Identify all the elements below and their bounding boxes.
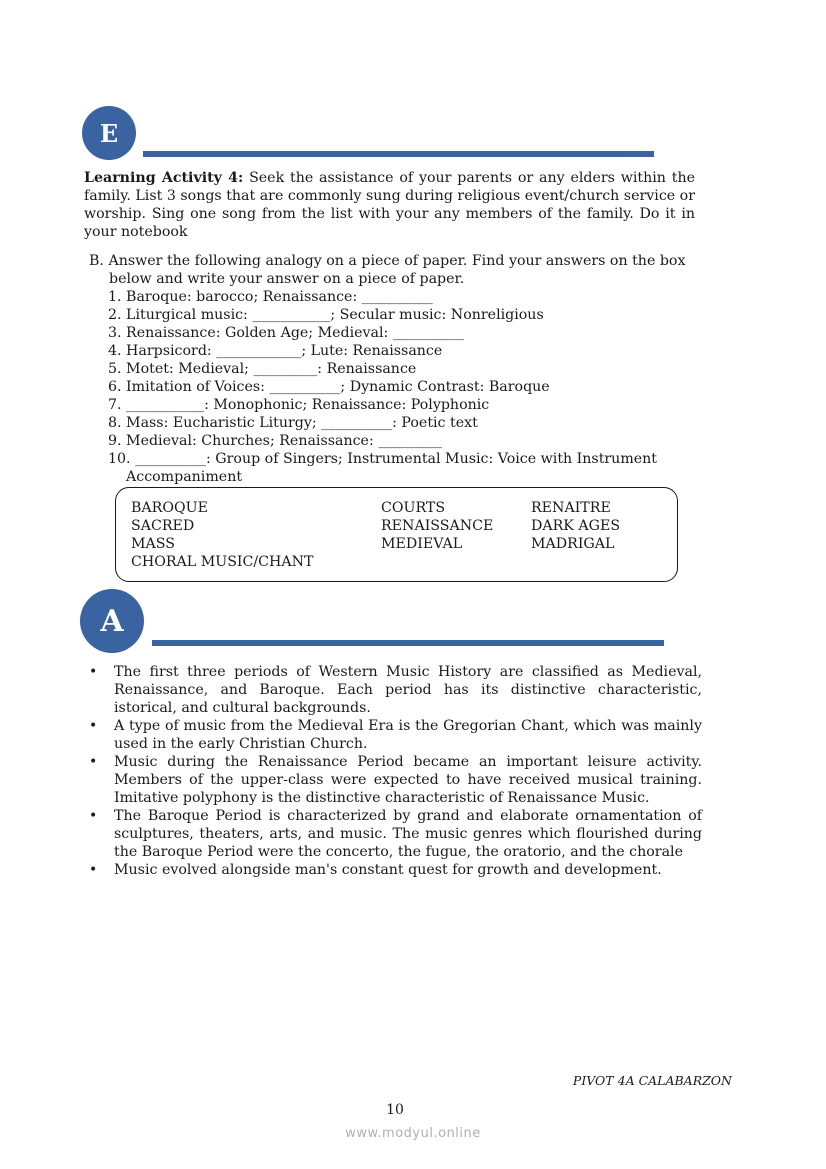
page-number: 10: [386, 1102, 404, 1118]
analogy-item: 9. Medieval: Churches; Renaissance: _________: [108, 433, 443, 449]
summary-bullet-text: The first three periods of Western Music History are classified as Medieval, Renaissance, and Baroque. Each period has its distinctive characteristic, istorical, and cultural backgrounds.: [114, 664, 702, 716]
answer-choice: MADRIGAL: [531, 536, 615, 552]
summary-bullet-text: The Baroque Period is characterized by grand and elaborate ornamentation of sculptures, theaters, arts, and music. The music genres which flourished during the Baroque Period were the concerto, the fugue, the oratorio, and the chorale: [114, 808, 702, 860]
analogy-item: 5. Motet: Medieval; _________: Renaissance: [108, 361, 417, 377]
analogy-item: 8. Mass: Eucharistic Liturgy; __________: Poetic text: [108, 415, 478, 431]
bullet-icon: •: [89, 808, 98, 824]
summary-bullet-text: Music evolved alongside man's constant quest for growth and development.: [114, 862, 662, 878]
section-a-rule: [152, 640, 664, 646]
watermark: www.modyul.online: [345, 1126, 481, 1141]
answer-choice: RENAISSANCE: [381, 518, 494, 534]
summary-bullet: [86, 807, 702, 861]
bullet-icon: •: [89, 862, 98, 878]
analogy-list: [89, 288, 689, 486]
analogy-item: 10. __________: Group of Singers; Instrumental Music: Voice with Instrument Accompaniment: [108, 451, 658, 485]
activity-text: Seek the assistance of your parents or any elders within the family. List 3 songs that are commonly sung during religious event/church service or worship. Sing one song from the list with your any members of the family. Do it in your notebook: [84, 170, 695, 240]
activity-label: Learning Activity 4:: [84, 170, 244, 186]
bullet-icon: •: [89, 664, 98, 680]
section-a-badge: A: [80, 589, 144, 653]
section-e-rule: [143, 151, 654, 157]
answer-choice: SACRED: [131, 518, 195, 534]
analogy-item: 6. Imitation of Voices: __________; Dynamic Contrast: Baroque: [108, 379, 550, 395]
analogy-item: 3. Renaissance: Golden Age; Medieval: __________: [108, 325, 464, 341]
summary-bullet-text: Music during the Renaissance Period became an important leisure activity. Members of the upper-class were expected to have received musical training. Imitative polyphony is the distinctive characteristic of Renaissance Music.: [114, 754, 702, 806]
section-e-badge: E: [82, 106, 136, 160]
summary-bullet: [86, 861, 702, 879]
summary-bullet: [86, 717, 702, 753]
answer-choice: BAROQUE: [131, 500, 208, 516]
analogy-item: 7. ___________: Monophonic; Renaissance: Polyphonic: [108, 397, 490, 413]
analogy-item: 1. Baroque: barocco; Renaissance: __________: [108, 289, 433, 305]
summary-bullet-text: A type of music from the Medieval Era is the Gregorian Chant, which was mainly used in the early Christian Church.: [114, 718, 702, 752]
answer-choice: RENAITRE: [531, 500, 611, 516]
answer-choice: COURTS: [381, 500, 446, 516]
summary-bullet: [86, 663, 702, 717]
analogy-item: 4. Harpsicord: ____________; Lute: Renaissance: [108, 343, 443, 359]
answer-choice: MEDIEVAL: [381, 536, 463, 552]
answer-choice: DARK AGES: [531, 518, 621, 534]
summary-bullet-list: [86, 663, 702, 879]
bullet-icon: •: [89, 754, 98, 770]
answer-choice: CHORAL MUSIC/CHANT: [131, 554, 314, 570]
part-b-intro: B. Answer the following analogy on a piece of paper. Find your answers on the box below and write your answer on a piece of paper.: [89, 253, 686, 287]
summary-bullet: [86, 753, 702, 807]
learning-activity-paragraph: [84, 169, 695, 241]
analogy-item: 2. Liturgical music: ___________; Secular music: Nonreligious: [108, 307, 544, 323]
answer-choices-box: [115, 487, 678, 582]
footer-brand: PIVOT 4A CALABARZON: [572, 1073, 732, 1088]
part-b: [89, 252, 689, 486]
answer-choice: MASS: [131, 536, 175, 552]
bullet-icon: •: [89, 718, 98, 734]
